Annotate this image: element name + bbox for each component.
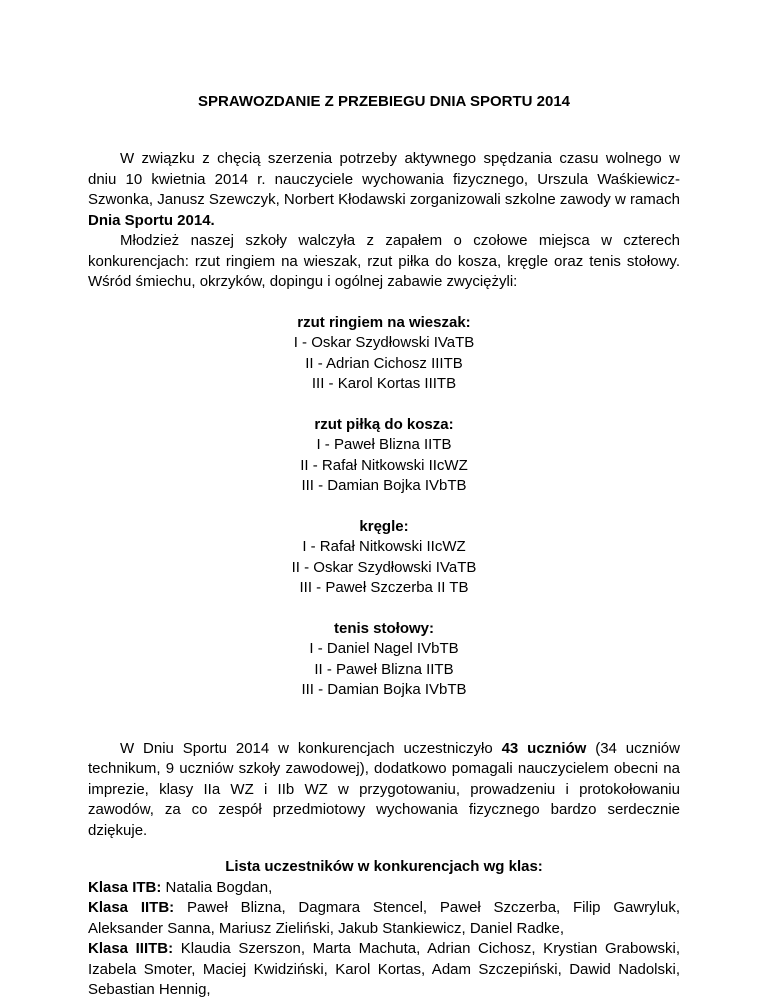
class-names: Paweł Blizna, Dagmara Stencel, Paweł Szczerba, Filip Gawryluk, Aleksander Sanna, Mariusz Zieliński, Jakub Stankiewicz, Daniel Radke, (88, 899, 680, 937)
document-title: SPRAWOZDANIE Z PRZEBIEGU DNIA SPORTU 2014 (198, 93, 570, 110)
place-item: II - Oskar Szydłowski IVaTB (291, 558, 477, 576)
participants-heading: Lista uczestników w konkurencjach wg klas: (225, 858, 543, 875)
competition-name: rzut ringiem na wieszak: (297, 313, 471, 331)
place-item: I - Rafał Nitkowski IIcWZ (302, 538, 466, 555)
summary-text: (34 uczniów technikum, 9 uczniów szkoły zawodowej), dodatkowo pomagali nauczycielem obecni na imprezie, klasy IIa WZ i IIb WZ w przygotowaniu, prowadzeniu i protokołowaniu zawodów, za co zespół przedmiotowy wychowania fizycznego bardzo serdecznie dziękuje. (88, 739, 680, 839)
place-item: II - Paweł Blizna IITB (314, 660, 454, 678)
place-item: III - Damian Bojka IVbTB (301, 477, 467, 494)
document-page (88, 92, 680, 1001)
class-label: Klasa ITB: (88, 878, 162, 896)
summary-text: W Dniu Sportu 2014 w konkurencjach uczestniczyło (120, 739, 502, 757)
place-item: III - Paweł Szczerba II TB (299, 579, 469, 596)
class-names: Klaudia Szerszon, Marta Machuta, Adrian Cichosz, Krystian Grabowski, Izabela Smoter, Maciej Kwidziński, Karol Kortas, Adam Szczepiński, Dawid Nadolski, Sebastian Hennig, (88, 940, 680, 998)
class-entry (88, 878, 680, 899)
place-item: I - Daniel Nagel IVbTB (309, 640, 459, 657)
place-item: III - Damian Bojka IVbTB (301, 681, 467, 698)
competition-block (88, 619, 680, 701)
participant-count: 43 uczniów (501, 739, 587, 757)
place-item: II - Rafał Nitkowski IIcWZ (300, 456, 468, 474)
intro-text: W związku z chęcią szerzenia potrzeby aktywnego spędzania czasu wolnego w dniu 10 kwietnia 2014 r. nauczyciele wychowania fizycznego, Urszula Waśkiewicz-Szwonka, Janusz Szewczyk, Norbert Kłodawski zorganizowali szkolne zawody w ramach (88, 150, 680, 208)
competition-name: tenis stołowy: (333, 619, 434, 637)
class-entry (88, 939, 680, 1001)
class-entry (88, 898, 680, 939)
event-name: Dnia Sportu 2014. (88, 211, 215, 229)
place-item: III - Karol Kortas IIITB (311, 375, 457, 392)
competition-block (88, 415, 680, 497)
competition-name: kręgle: (359, 517, 409, 535)
place-item: I - Paweł Blizna IITB (316, 436, 452, 453)
competition-block (88, 517, 680, 599)
intro-paragraph-1 (88, 149, 680, 231)
place-item: I - Oskar Szydłowski IVaTB (293, 334, 475, 351)
class-label: Klasa IIITB: (88, 940, 174, 957)
competition-name: rzut piłką do kosza: (314, 415, 454, 433)
place-item: II - Adrian Cichosz IIITB (305, 354, 463, 372)
competition-block (88, 313, 680, 395)
class-label: Klasa IITB: (88, 899, 175, 916)
class-names: Natalia Bogdan, (161, 878, 273, 896)
intro-paragraph-2: Młodzież naszej szkoły walczyła z zapałem o czołowe miejsca w czterech konkurencjach: rzut ringiem na wieszak, rzut piłka do kosza, kręgle oraz tenis stołowy. Wśród śmiechu, okrzyków, dopingu i ogólnej zabawie zwyciężyli: (88, 232, 680, 290)
summary-paragraph (88, 739, 680, 842)
